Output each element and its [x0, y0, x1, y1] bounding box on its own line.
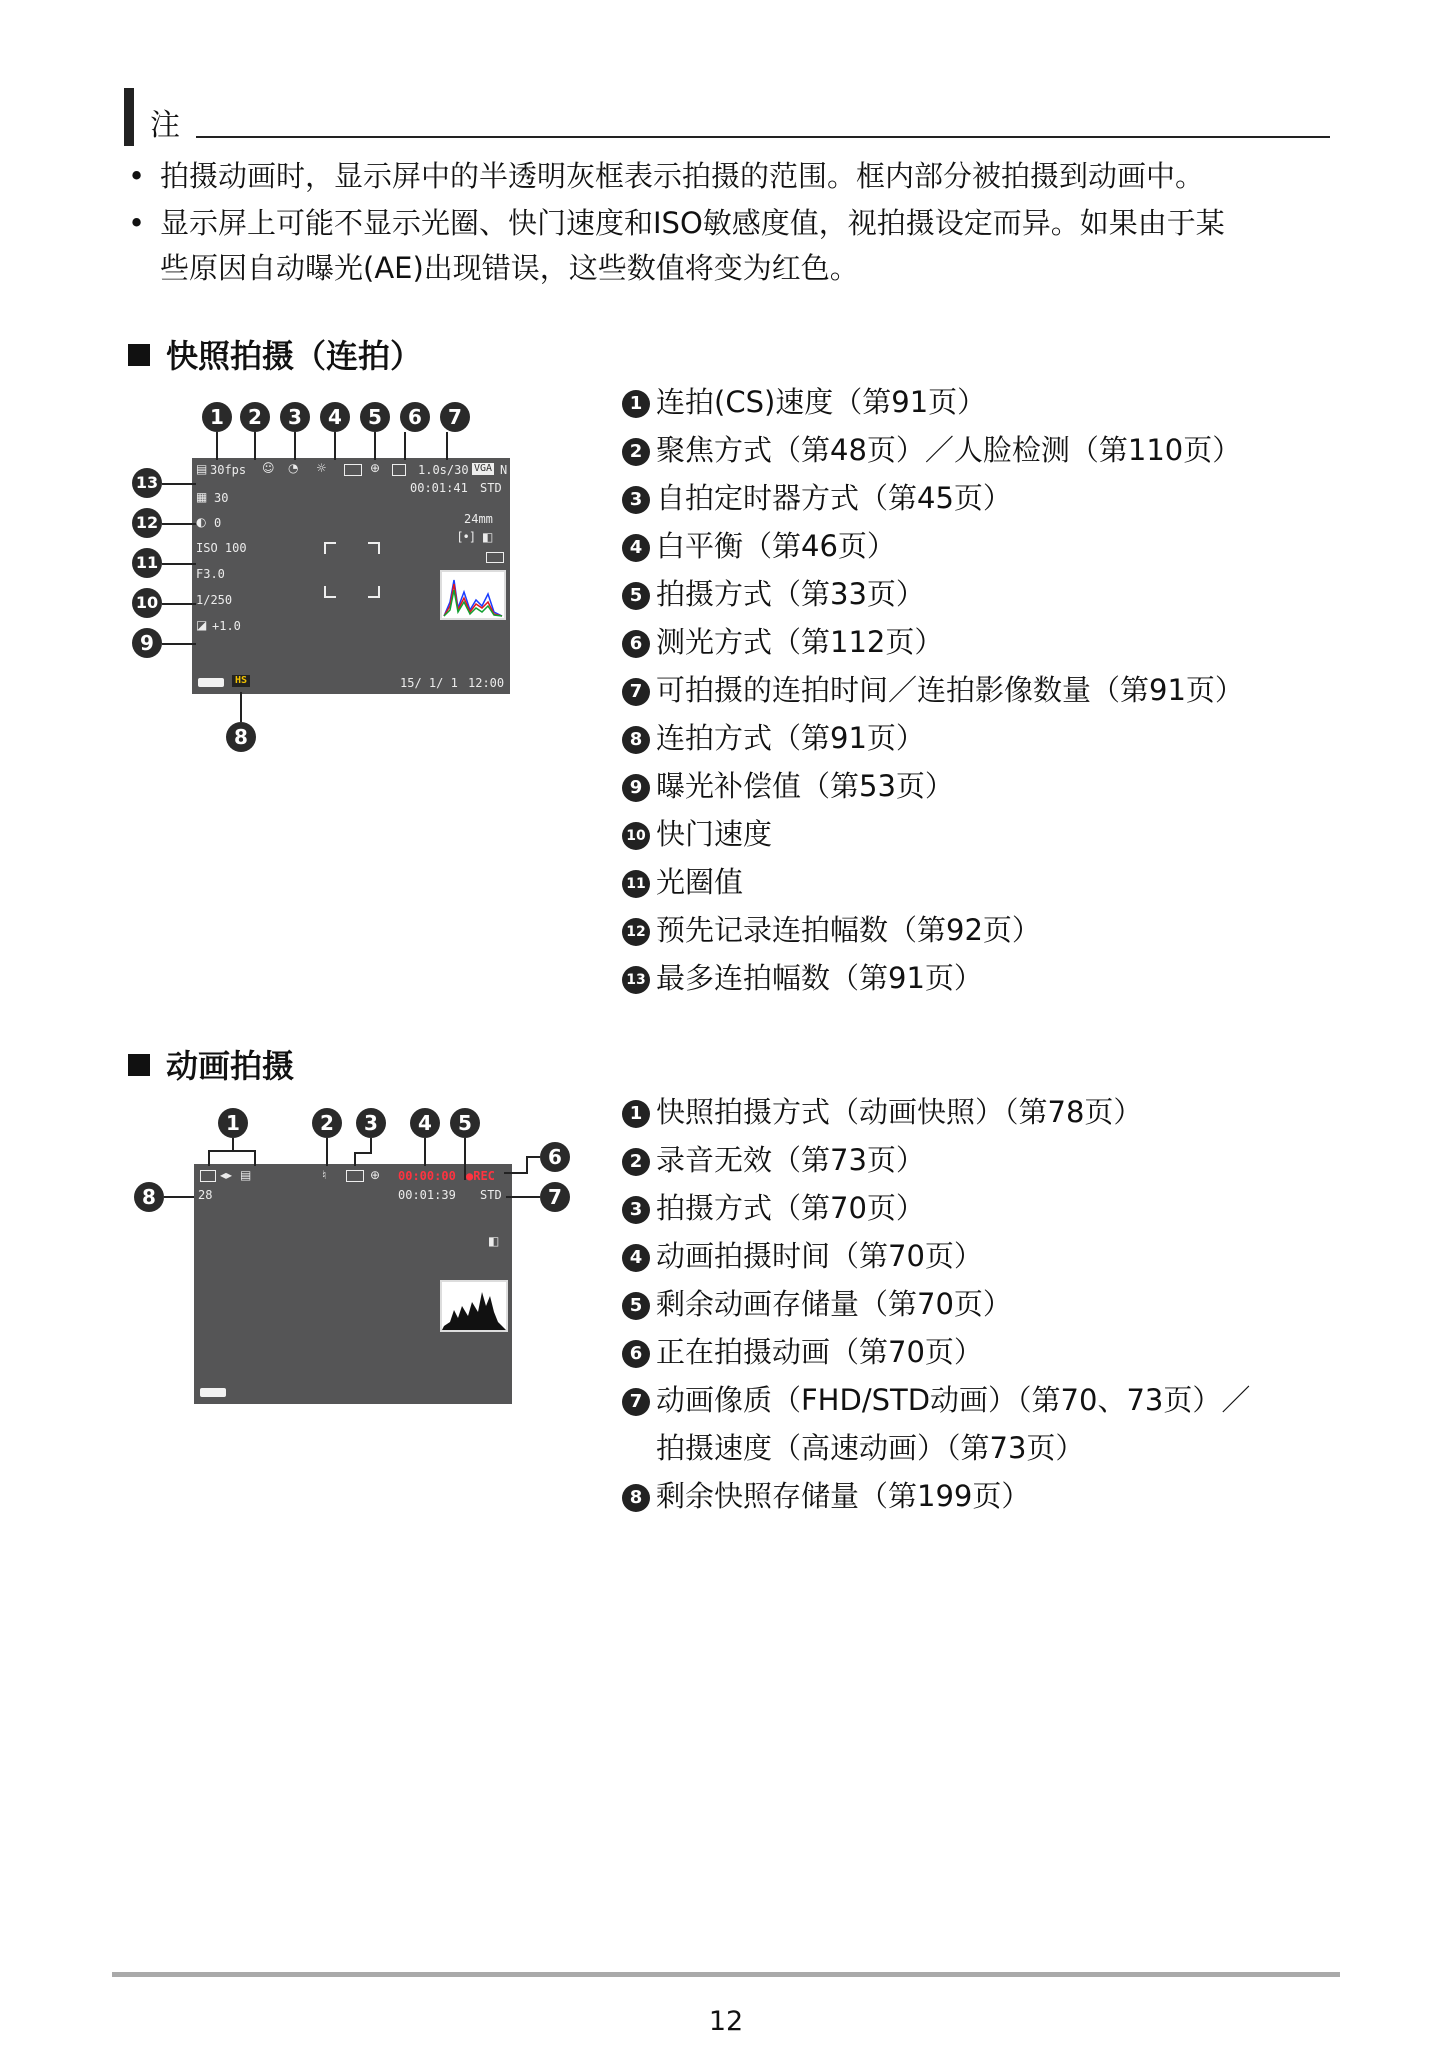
mic-off-icon: ♮ [322, 1168, 327, 1182]
leader-3 [294, 432, 296, 460]
af-bracket-tr [368, 542, 380, 554]
legend-number: 10 [622, 822, 650, 850]
movie-mode-icon: ▤ [240, 1168, 252, 1182]
shutter-value: 1/250 [196, 593, 233, 607]
date: 15/ 1/ 1 [400, 676, 458, 690]
leader-12 [162, 523, 196, 525]
burst-fps: 30fps [210, 463, 247, 477]
legend-text: 动画像质（FHD/STD动画）（第70、73页）／ [656, 1383, 1251, 1417]
burst-screen [192, 458, 510, 694]
legend-text: 正在拍摄动画（第70页） [656, 1335, 983, 1369]
af-bracket-bl [324, 586, 336, 598]
legend1-item-10 [622, 814, 772, 854]
rec-indicator: ●REC [466, 1169, 495, 1183]
movie-leader-1c [208, 1150, 210, 1166]
af-bracket-br [368, 586, 380, 598]
movie-leader-4 [424, 1138, 426, 1166]
histogram-icon [440, 570, 506, 620]
legend-text: 可拍摄的连拍时间／连拍影像数量（第91页） [656, 673, 1244, 707]
legend-number: 5 [622, 582, 650, 610]
legend-text: 测光方式（第112页） [656, 625, 944, 659]
section-title: 动画拍摄 [166, 1047, 295, 1085]
legend1-item-4 [622, 526, 896, 566]
movie-callout-1: 1 [218, 1108, 248, 1138]
movie-quality: STD [480, 1188, 502, 1202]
switch-arrows-icon: ◂▸ [220, 1168, 233, 1182]
section-square-icon [128, 1054, 150, 1076]
legend-number: 2 [622, 1148, 650, 1176]
leader-8 [240, 692, 242, 722]
legend1-item-5 [622, 574, 925, 614]
legend1-item-8 [622, 718, 925, 758]
note-bullet-2 [128, 203, 1225, 243]
af-bracket-tl [324, 542, 336, 554]
movie-leader-6a [526, 1156, 540, 1158]
shooting-mode-icon [344, 464, 362, 476]
callout-8: 8 [226, 722, 256, 752]
histogram-graph [442, 572, 504, 618]
movie-leader-1a [232, 1138, 234, 1150]
movie-callout-3: 3 [356, 1108, 386, 1138]
legend-number: 8 [622, 726, 650, 754]
focal-length: 24mm [464, 512, 493, 526]
legend-number: 7 [622, 678, 650, 706]
leader-2 [254, 432, 256, 460]
movie-leader-1d [254, 1150, 256, 1166]
legend-text: 曝光补偿值（第53页） [656, 769, 954, 803]
legend2-item-4 [622, 1236, 983, 1276]
legend-number: 4 [622, 1244, 650, 1272]
snapshot-mode-icon [200, 1170, 216, 1182]
legend-text: 白平衡（第46页） [656, 529, 896, 563]
legend-number: 11 [622, 870, 650, 898]
burst-icon: ▤ [196, 462, 208, 476]
movie-leader-6c [504, 1172, 528, 1174]
callout-6: 6 [400, 402, 430, 432]
legend-number: 4 [622, 534, 650, 562]
zoom-icon: ⊕ [370, 1168, 381, 1182]
snapshot-remaining: 28 [198, 1188, 213, 1202]
legend-number: 12 [622, 918, 650, 946]
legend2-item-1 [622, 1092, 1142, 1132]
callout-1: 1 [202, 402, 232, 432]
section-title: 快照拍摄（连拍） [166, 337, 423, 375]
leader-10 [162, 603, 196, 605]
movie-screen [194, 1164, 512, 1404]
leader-5 [374, 432, 376, 460]
battery-icon [200, 1388, 226, 1397]
max-shots-icon: ▦ [196, 490, 208, 504]
legend-text: 连拍(CS)速度（第91页） [656, 385, 987, 419]
legend1-item-3 [622, 478, 1012, 518]
legend-number: 6 [622, 630, 650, 658]
legend1-item-2 [622, 430, 1241, 470]
metering-icon [392, 464, 406, 476]
hs-badge: HS [232, 675, 250, 687]
movie-leader-3a [370, 1138, 372, 1152]
legend-number: 7 [622, 1388, 650, 1416]
movie-callout-8: 8 [134, 1182, 164, 1212]
zoom-icon: ⊕ [370, 461, 381, 475]
legend-text: 快照拍摄方式（动画快照）（第78页） [656, 1095, 1143, 1129]
leader-4 [334, 432, 336, 460]
rec-time: 00:00:00 [398, 1169, 456, 1183]
movie-callout-7: 7 [540, 1182, 570, 1212]
legend2-item-7-cont: 拍摄速度（高速动画）（第73页） [656, 1431, 1085, 1465]
shutter-count: 1.0s/30 [418, 463, 469, 477]
callout-7: 7 [440, 402, 470, 432]
section-heading-movie [128, 1046, 294, 1086]
note-label: 注 [150, 108, 180, 143]
legend1-item-12 [622, 910, 1041, 950]
movie-callout-4: 4 [410, 1108, 440, 1138]
leader-7 [446, 432, 448, 460]
legend2-item-7 [622, 1380, 1250, 1420]
aperture-value: F3.0 [196, 567, 225, 581]
prerecord: 0 [214, 516, 222, 530]
callout-11: 11 [132, 548, 162, 578]
section-heading-burst [128, 336, 422, 376]
legend-text: 拍摄方式（第70页） [656, 1191, 925, 1225]
movie-leader-3b [354, 1152, 372, 1154]
movie-callout-5: 5 [450, 1108, 480, 1138]
legend1-item-1 [622, 382, 986, 422]
legend1-item-9 [622, 766, 954, 806]
ev-icon: ◪ [196, 618, 208, 632]
movie-leader-7 [506, 1196, 540, 1198]
legend-number: 3 [622, 1196, 650, 1224]
legend-number: 8 [622, 1484, 650, 1512]
legend1-item-6 [622, 622, 943, 662]
legend-text: 连拍方式（第91页） [656, 721, 925, 755]
histogram-icon [440, 1280, 508, 1332]
white-balance-icon: ☼ [316, 461, 327, 475]
legend-text: 预先记录连拍幅数（第92页） [656, 913, 1041, 947]
movie-leader-2 [326, 1138, 328, 1166]
legend1-item-11 [622, 862, 743, 902]
legend1-item-13 [622, 958, 983, 998]
leader-11 [162, 563, 196, 565]
prerecord-icon: ◐ [196, 515, 207, 529]
movie-leader-6b [526, 1156, 528, 1172]
leader-6 [404, 432, 406, 460]
legend-text: 动画拍摄时间（第70页） [656, 1239, 983, 1273]
clock: 12:00 [468, 676, 505, 690]
movie-leader-8 [164, 1196, 194, 1198]
ev-value: +1.0 [212, 619, 241, 633]
stabilizer-icon: ◧ [482, 530, 494, 544]
legend-number: 1 [622, 1100, 650, 1128]
movie-leader-5 [464, 1138, 466, 1180]
note-bullet-1-text: 拍摄动画时，显示屏中的半透明灰框表示拍摄的范围。框内部分被拍摄到动画中。 [160, 159, 1205, 193]
legend-number: 5 [622, 1292, 650, 1320]
focus-frame-icon: [•] [458, 530, 475, 544]
callout-4: 4 [320, 402, 350, 432]
callout-5: 5 [360, 402, 390, 432]
n-indicator: N [500, 463, 508, 477]
legend-number: 1 [622, 390, 650, 418]
legend-text: 光圈值 [656, 865, 744, 899]
legend-number: 9 [622, 774, 650, 802]
note-bullet-2-text: 显示屏上可能不显示光圈、快门速度和ISO敏感度值，视拍摄设定而异。如果由于某 [160, 206, 1225, 240]
legend2-item-6 [622, 1332, 983, 1372]
iso-value: ISO 100 [196, 541, 247, 555]
time-left: 00:01:41 [410, 481, 468, 495]
leader-1 [216, 432, 218, 460]
callout-10: 10 [132, 588, 162, 618]
movie-callout-2: 2 [312, 1108, 342, 1138]
bullet-dot: • [128, 206, 146, 240]
legend2-item-3 [622, 1188, 925, 1228]
bullet-dot: • [128, 159, 146, 193]
shooting-mode-icon [346, 1170, 364, 1182]
movie-leader-3c [354, 1152, 356, 1166]
leader-9 [162, 643, 196, 645]
legend-text: 拍摄方式（第33页） [656, 577, 925, 611]
note-bullet-1 [128, 156, 1204, 196]
legend2-item-2 [622, 1140, 925, 1180]
legend-text: 剩余动画存储量（第70页） [656, 1287, 1012, 1321]
callout-9: 9 [132, 628, 162, 658]
card-icon [486, 552, 504, 563]
battery-icon [198, 678, 224, 687]
callout-13: 13 [132, 468, 162, 498]
movie-callout-6: 6 [540, 1142, 570, 1172]
callout-3: 3 [280, 402, 310, 432]
section-square-icon [128, 344, 150, 366]
movie-remaining: 00:01:39 [398, 1188, 456, 1202]
legend-text: 录音无效（第73页） [656, 1143, 925, 1177]
note-marker [124, 88, 134, 146]
stabilizer-icon: ◧ [488, 1234, 500, 1248]
leader-13 [162, 483, 196, 485]
self-timer-icon: ◔ [288, 461, 299, 475]
legend2-item-8 [622, 1476, 1030, 1516]
note-bullet-2-cont: 些原因自动曝光(AE)出现错误，这些数值将变为红色。 [160, 251, 859, 285]
max-shots: 30 [214, 491, 229, 505]
legend1-item-7 [622, 670, 1244, 710]
legend-number: 13 [622, 966, 650, 994]
callout-2: 2 [240, 402, 270, 432]
footer-rule [112, 1972, 1340, 1977]
quality: STD [480, 481, 502, 495]
legend-text: 快门速度 [656, 817, 773, 851]
movie-leader-1b [208, 1150, 256, 1152]
page-number: 12 [708, 2006, 744, 2037]
legend-number: 6 [622, 1340, 650, 1368]
legend-text: 自拍定时器方式（第45页） [656, 481, 1012, 515]
legend-text: 最多连拍幅数（第91页） [656, 961, 983, 995]
legend-text: 剩余快照存储量（第199页） [656, 1479, 1031, 1513]
legend-text: 聚焦方式（第48页）／人脸检测（第110页） [656, 433, 1242, 467]
legend-number: 3 [622, 486, 650, 514]
vga-badge: VGA [474, 463, 493, 474]
histogram-graph [442, 1282, 506, 1330]
callout-12: 12 [132, 508, 162, 538]
note-rule [196, 136, 1330, 138]
face-detect-icon: ☺ [262, 461, 275, 475]
legend-number: 2 [622, 438, 650, 466]
legend2-item-5 [622, 1284, 1012, 1324]
